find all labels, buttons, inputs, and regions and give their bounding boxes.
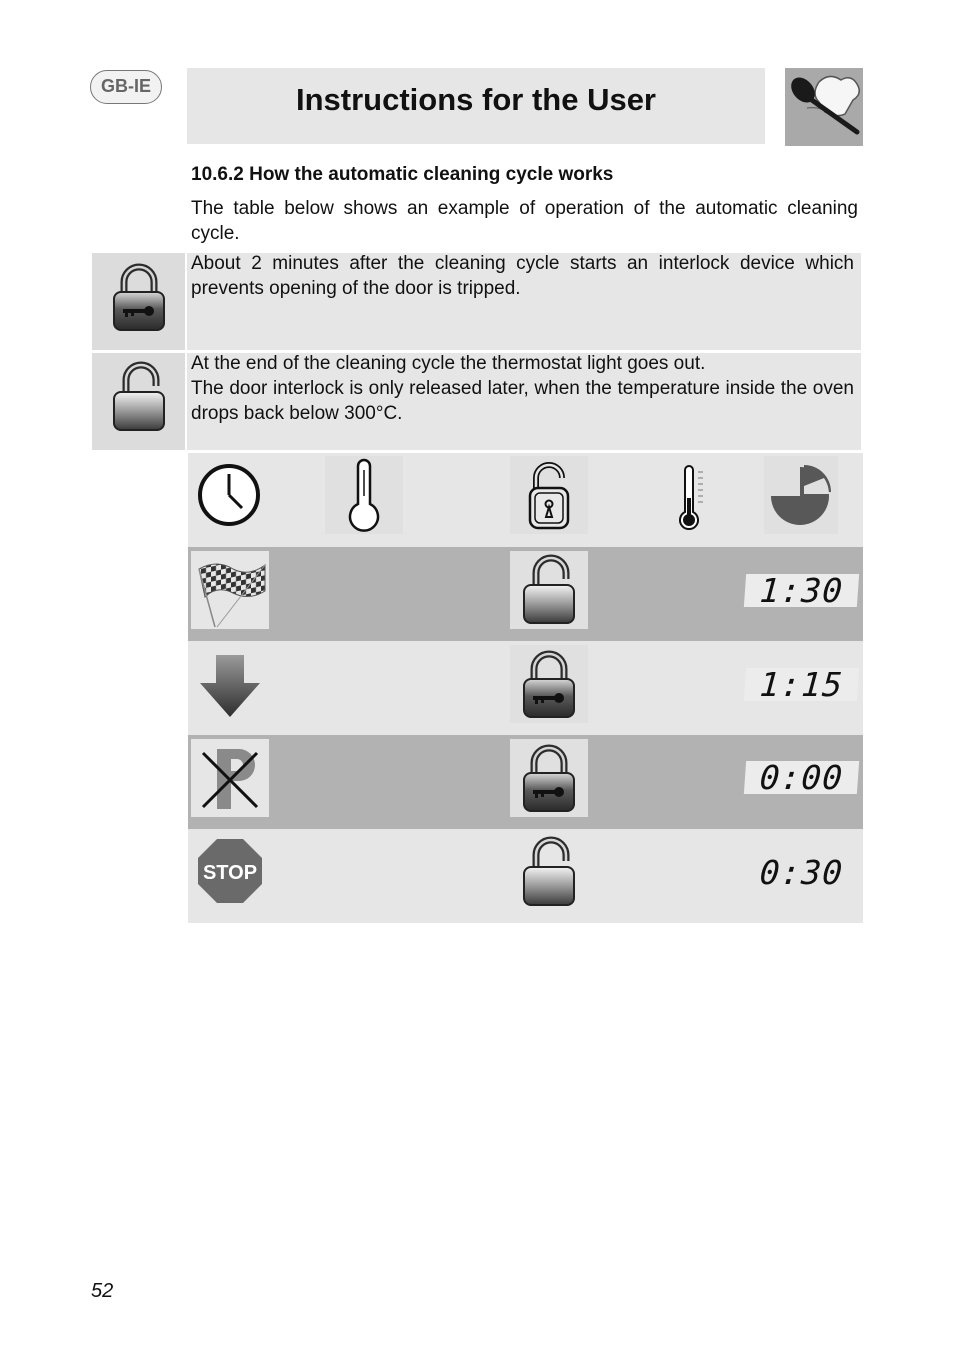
table-row	[188, 735, 863, 829]
locked-padlock-icon	[510, 739, 588, 817]
unlocked-padlock-icon	[109, 361, 169, 433]
spoon-chef-hat-icon	[785, 68, 863, 146]
pyrolysis-crossed-icon	[191, 739, 269, 817]
note-text: At the end of the cleaning cycle the thermostat light goes out. The door interlock is only released later, when the temperature inside the oven drops back below 300°C.	[191, 353, 854, 424]
timer-display: 1:15	[744, 668, 859, 701]
table-row	[188, 547, 863, 641]
region-badge: GB-IE	[90, 70, 162, 104]
page-number: 52	[91, 1280, 114, 1302]
note-row-release	[92, 353, 861, 450]
table-header-row	[188, 453, 863, 547]
intro-paragraph: The table below shows an example of operation of the automatic cleaning cycle.	[191, 198, 858, 244]
title-bar	[187, 68, 765, 144]
page-title: Instructions for the User	[296, 82, 656, 117]
checkered-flag-icon	[191, 551, 269, 629]
unlocked-padlock-icon	[510, 833, 588, 911]
note-text: About 2 minutes after the cleaning cycle starts an interlock device which prevents opening of the door is tripped.	[191, 253, 854, 299]
timer-display: 1:30	[744, 574, 859, 607]
locked-padlock-icon	[510, 645, 588, 723]
note-text-cell	[187, 353, 861, 450]
note-row-interlock	[92, 253, 861, 350]
note-text-cell	[187, 253, 861, 350]
timer-display: 0:30	[744, 856, 859, 889]
timer-display: 0:00	[744, 761, 859, 794]
door-lock-icon	[510, 456, 588, 534]
thermometer-icon	[665, 462, 725, 532]
table-row	[188, 641, 863, 735]
thermostat-icon	[325, 456, 403, 534]
note-icon-cell	[92, 353, 185, 450]
down-arrow-icon	[196, 653, 264, 719]
pie-timer-icon	[764, 456, 838, 534]
note-icon-cell	[92, 253, 185, 350]
section-heading: 10.6.2 How the automatic cleaning cycle works	[191, 164, 614, 185]
stop-label: STOP	[202, 862, 258, 884]
locked-padlock-icon	[109, 261, 169, 333]
clock-icon	[196, 462, 262, 528]
unlocked-padlock-icon	[510, 551, 588, 629]
stop-sign-icon	[197, 838, 263, 904]
table-row	[188, 829, 863, 923]
